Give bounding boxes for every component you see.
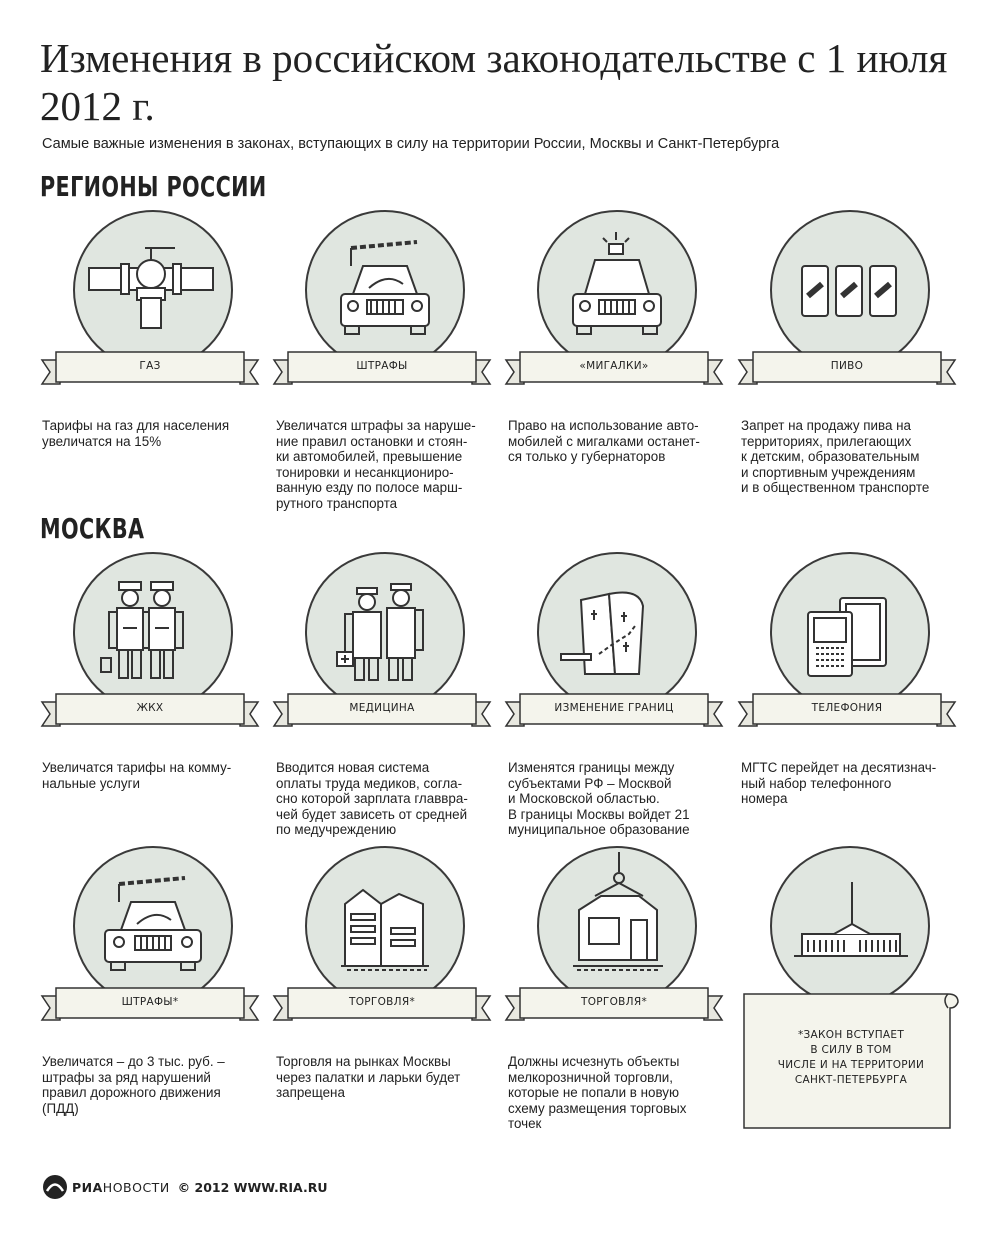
car-siren-icon [537,210,697,370]
page-title: Изменения в российском законодательстве с 1 июля 2012 г. [40,35,948,129]
ribbon-fines-moscow [40,986,260,1026]
gas-pipe-icon [73,210,233,370]
ribbon-label: ШТРАФЫ [356,360,408,372]
ribbon-trade-markets [272,986,492,1026]
desc-trade-markets: Торговля на рынках Москвы через палатки и ларьки будет запрещена [276,1054,461,1100]
smolny-building-icon [770,846,930,1006]
desc-gas: Тарифы на газ для населения увеличатся на 15% [42,418,230,449]
desc-fines: Увеличатся штрафы за наруше- ние правил остановки и стоян- ки автомобилей, превышение тонировки и несанкциониро- ванную езду по полосе марш- рутного транспорта [276,418,476,511]
ribbon-gas [40,350,260,390]
ria-logo-icon [42,1174,68,1200]
desc-telephony: МГТС перейдет на десятизнач- ный набор телефонного номера [741,760,937,806]
desc-trade-kiosks: Должны исчезнуть объекты мелкорозничной торговли, которые не попали в новую схему размещения торговых точек [508,1054,687,1131]
kiosk-crane-icon [537,846,697,1006]
ribbon-label: ГАЗ [139,360,161,372]
footnote-text: *ЗАКОН ВСТУПАЕТ В СИЛУ В ТОМ ЧИСЛЕ И НА ТЕРРИТОРИИ САНКТ-ПЕТЕРБУРГА [777,1029,925,1086]
footer [42,1174,327,1200]
ribbon-label: ШТРАФЫ* [121,996,179,1008]
desc-utilities: Увеличатся тарифы на комму- нальные услуги [42,760,232,791]
ribbon-beer [737,350,957,390]
market-stalls-icon [305,846,465,1006]
ribbon-label: ПИВО [830,360,864,372]
ribbon-label: ТОРГОВЛЯ* [580,996,648,1008]
phone-icon [770,552,930,712]
ribbon-label: ТЕЛЕФОНИЯ [811,702,883,714]
ribbon-label: ИЗМЕНЕНИЕ ГРАНИЦ [554,702,674,714]
ribbon-label: ТОРГОВЛЯ* [348,996,416,1008]
ribbon-utilities [40,692,260,732]
desc-sirens: Право на использование авто- мобилей с мигалками останет- ся только у губернаторов [508,418,700,464]
section-heading-regions: РЕГИОНЫ РОССИИ [40,170,267,203]
desc-beer: Запрет на продажу пива на территориях, прилегающих к детским, образовательным и спортивным учреждениям и в общественном транспорте [741,418,930,495]
ribbon-label: «МИГАЛКИ» [579,360,649,372]
ribbon-sirens [504,350,724,390]
doctors-icon [305,552,465,712]
workers-icon [73,552,233,712]
ribbon-fines [272,350,492,390]
desc-medicine: Вводится новая система оплаты труда медиков, согла- сно которой зарплата главвра- чей будет зависеть от средней по медучреждению [276,760,468,837]
brand-name: РИАНОВОСТИ [72,1179,170,1195]
desc-borders: Изменятся границы между субъектами РФ – Москвой и Московской областью. В границы Москвы войдет 21 муниципальное образование [508,760,690,837]
map-icon [537,552,697,712]
ribbon-label: ЖКХ [136,702,164,714]
ribbon-telephony [737,692,957,732]
ribbon-label: МЕДИЦИНА [349,702,415,714]
ribbon-borders [504,692,724,732]
beer-cans-icon [770,210,930,370]
copyright: © 2012 WWW.RIA.RU [177,1179,328,1195]
ribbon-trade-kiosks [504,986,724,1026]
ribbon-medicine [272,692,492,732]
desc-fines-moscow: Увеличатся – до 3 тыс. руб. – штрафы за ряд нарушений правил дорожного движения (ПДД) [42,1054,225,1116]
footnote-scroll [742,988,960,1132]
section-heading-moscow: МОСКВА [40,512,145,545]
page-subtitle: Самые важные изменения в законах, вступающих в силу на территории России, Москвы и Санкт-Петербурга [42,136,780,152]
car-icon [305,210,465,370]
car-icon [73,846,233,1006]
